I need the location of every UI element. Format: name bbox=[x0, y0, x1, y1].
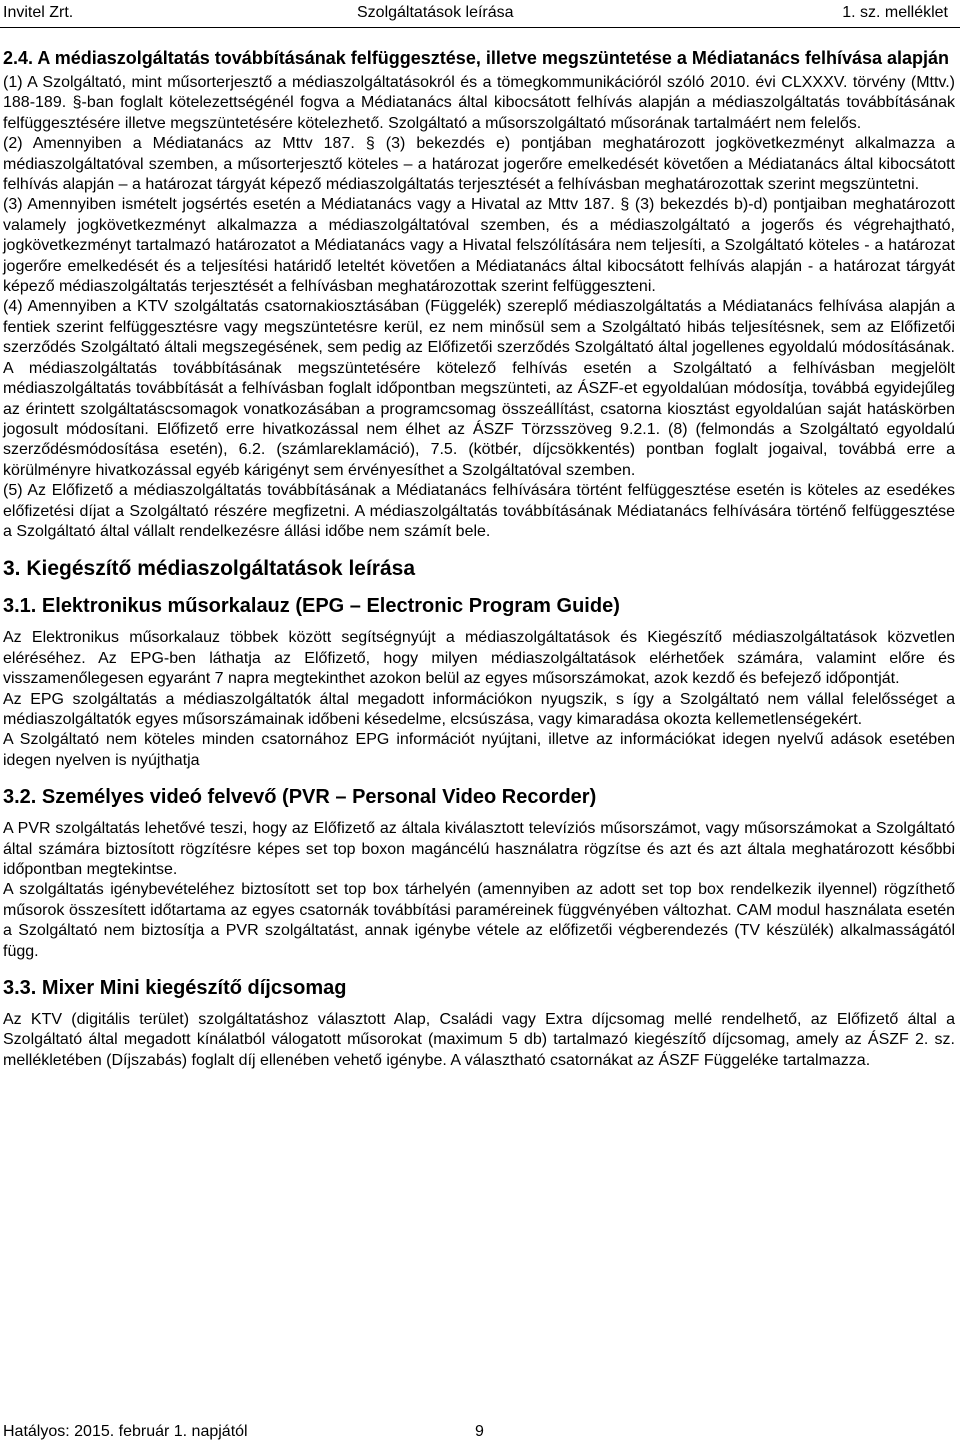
section-2-4-paragraph-4: (4) Amennyiben a KTV szolgáltatás csatornakiosztásában (Függelék) szereplő médiaszolgáltatás a Médiatanács felhívása alapján a fentiek szerint felfüggesztésre vagy megszüntetésre kerül, ez nem minősül sem a Szolgáltató hibás teljesítésnek, sem az Előfizetői szerződés Szolgáltató általi megszegésének, sem pedig az Előfizetői szerződés Szolgáltató által jogellenes egyoldalú módosításának. A médiaszolgáltatás továbbításának megszüntetésére kötelező felhívás esetén a Szolgáltató a felhívásban megjelölt médiaszolgáltatás továbbítását a felhívásban foglalt időpontban megszünteti, az ÁSZF-et egyoldalúan módosítja, továbbá egyidejűleg az érintett szolgáltatáscsomagok vonatkozásában a programcsomag összeállítást, csatorna kiosztást egyoldalúan saját hatáskörben jogosult módosítani. Előfizető erre hivatkozással nem élhet az ÁSZF Törzsszöveg 9.2.1. (8) (felmondás a Szolgáltató egyoldalú szerződésmódosítása esetén), 6.2. (számlareklamáció), 7.5. (kötbér, díjcsökkentés) pontban foglalt jogaival, továbbá erre a körülményre hivatkozással egyéb kárigényt sem érvényesíthet a Szolgáltatóval szemben. bbox=[3, 298, 955, 479]
header-annex-label: 1. sz. melléklet bbox=[842, 4, 948, 21]
footer-page-number: 9 bbox=[475, 1423, 484, 1440]
section-3-1-title: 3.1. Elektronikus műsorkalauz (EPG – Electronic Program Guide) bbox=[3, 595, 620, 618]
section-3-2-title: 3.2. Személyes videó felvevő (PVR – Personal Video Recorder) bbox=[3, 786, 597, 809]
section-3-1-paragraph-2: Az EPG szolgáltatás a médiaszolgáltatók által megadott információkon nyugszik, s így a Szolgáltató nem vállal felelősséget a médiaszolgáltatók egyes műsorszámainak időbeni késedelme, elcsúszása, vagy kimaradása okozta kellemetlenségekért. bbox=[3, 690, 955, 728]
page-header bbox=[0, 3, 960, 25]
header-company: Invitel Zrt. bbox=[3, 4, 74, 21]
footer-effective-date: Hatályos: 2015. február 1. napjától bbox=[3, 1423, 248, 1440]
header-document-title: Szolgáltatások leírása bbox=[357, 4, 514, 21]
section-2-4-title: 2.4. A médiaszolgáltatás továbbításának felfüggesztése, illetve megszüntetése a Médiatanács felhívása alapján bbox=[3, 48, 950, 68]
section-3-1-paragraph-1: Az Elektronikus műsorkalauz többek között segítségnyújt a médiaszolgáltatások és Kiegészítő médiaszolgáltatások közvetlen eléréséhez. Az EPG-ben láthatja az Előfizető, hogy milyen médiaszolgáltatások elérhetőek számára, valamint előre és visszamenőlegesen egyaránt 7 napra megtekinthet azokon belül az egyes műsorszámokat, azok kezdő és befejező időpontját. bbox=[3, 629, 955, 688]
section-2-4-paragraph-1: (1) A Szolgáltató, mint műsorterjesztő a médiaszolgáltatásokról és a tömegkommunikációról szóló 2010. évi CLXXXV. törvény (Mttv.) 188-189. §-ban foglalt kötelezettségénél fogva a Médiatanács által kibocsátott felhívás alapján a médiaszolgáltatás továbbításának felfüggesztésére illetve megszüntetésére kötelezhető. Szolgáltató a műsorszolgáltató műsorának tartalmáért nem felelős. bbox=[3, 74, 955, 132]
section-3-2-paragraph-1: A PVR szolgáltatás lehetővé teszi, hogy az Előfizető az általa kiválasztott televíziós műsorszámot, vagy műsorszámokat a Szolgáltató által számára biztosított rögzítésre képes set top boxon magáncélú használatra rögzítse és azt és azt általa meghatározott későbbi időpontban megtekintse. bbox=[3, 820, 955, 878]
section-3-title: 3. Kiegészítő médiaszolgáltatások leírása bbox=[3, 557, 416, 581]
section-2-4-paragraph-5: (5) Az Előfizető a médiaszolgáltatás továbbításának a Médiatanács felhívására történt felfüggesztése esetén is köteles az esedékes előfizetési díjat a Szolgáltató részére megfizetni. A médiaszolgáltatás továbbításának Médiatanács felhívására történő felfüggesztése a Szolgáltató által vállalt rendelkezésre állási időbe nem számít bele. bbox=[3, 482, 955, 540]
page-content bbox=[3, 47, 955, 1071]
header-divider bbox=[0, 27, 960, 28]
section-3-3-title: 3.3. Mixer Mini kiegészítő díjcsomag bbox=[3, 977, 347, 1000]
section-3-1-paragraph-3: A Szolgáltató nem köteles minden csatornához EPG információt nyújtani, illetve az információkat idegen nyelvű adások esetében idegen nyelven is nyújthatja bbox=[3, 731, 955, 769]
section-3-3-paragraph-1: Az KTV (digitális terület) szolgáltatáshoz választott Alap, Családi vagy Extra díjcsomag mellé rendelhető, az Előfizető által a Szolgáltató által megadott kínálatból válogatott műsorokat (maximum 5 db) tartalmazó kiegészítő díjcsomag, amely az ÁSZF 2. sz. mellékletében (Díjszabás) foglalt díj ellenében vehető igénybe. A választható csatornákat az ÁSZF Függeléke tartalmazza. bbox=[3, 1011, 955, 1069]
section-3-2-paragraph-2: A szolgáltatás igénybevételéhez biztosított set top box tárhelyén (amennyiben az adott set top box rendelkezik ilyennel) rögzíthető műsorok összesített időtartama az egyes csatornák továbbítási paraméreinek függvényében változhat. CAM modul használata esetén a Szolgáltató nem biztosítja a PVR szolgáltatást, annak igénybe vétele az előfizetői végberendezés (TV készülék) alkalmasságától függ. bbox=[3, 881, 955, 960]
section-2-4-paragraph-3: (3) Amennyiben ismételt jogsértés esetén a Médiatanács vagy a Hivatal az Mttv 187. § (3) bekezdés b)-d) pontjaiban meghatározott valamely jogkövetkezményt alkalmazza a médiaszolgáltatóval szemben, és a médiaszolgáltató a jogerős és végrehajtható, jogkövetkezményt tartalmazó határozatot a Médiatanács vagy a Hivatal felszólítására nem teljesíti, a Szolgáltató köteles - a határozat jogerőre emelkedését és a teljesítési határidő leteltét követően a Médiatanács által kibocsátott felhívás alapján - a határozat tárgyát képező médiaszolgáltatás terjesztését a felhívásban meghatározottak szerint felfüggeszteni. bbox=[3, 196, 955, 296]
section-2-4-paragraph-2: (2) Amennyiben a Médiatanács az Mttv 187. § (3) bekezdés e) pontjában meghatározott jogkövetkezményt alkalmazza a médiaszolgáltatóval szemben, a műsorterjesztő köteles – a határozat jogerőre emelkedését követően a Médiatanács által kibocsátott felhívás alapján – a határozat tárgyát képező médiaszolgáltatás terjesztését a felhívásban meghatározottak szerint megszüntetni. bbox=[3, 135, 955, 194]
